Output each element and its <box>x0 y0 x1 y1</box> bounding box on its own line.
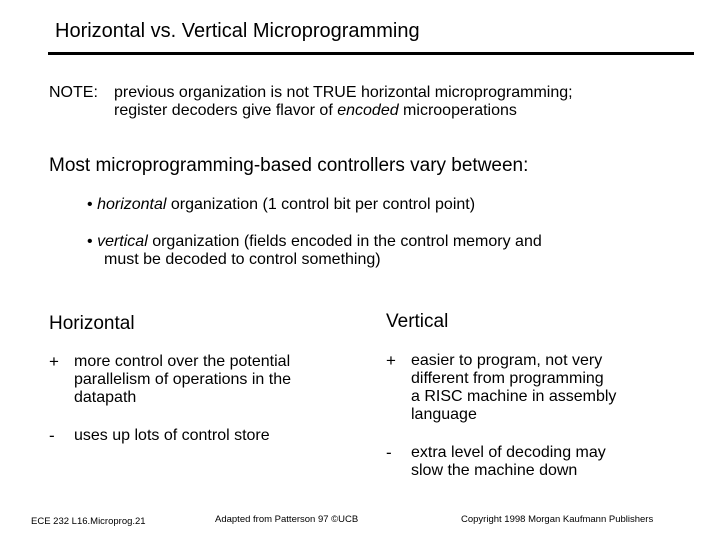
vertical-minus-symbol: - <box>386 443 392 462</box>
footer-copyright: Copyright 1998 Morgan Kaufmann Publishers <box>461 514 654 525</box>
vertical-plus-line: a RISC machine in assembly <box>411 388 617 405</box>
vertical-plus-line: language <box>411 406 477 423</box>
vertical-plus-line: easier to program, not very <box>411 352 603 369</box>
bullet-dot: • <box>87 233 93 250</box>
horizontal-minus-line: uses up lots of control store <box>74 427 270 444</box>
vertical-heading: Vertical <box>386 311 449 332</box>
note-label: NOTE: <box>49 84 98 101</box>
vertical-minus-line: extra level of decoding may <box>411 444 606 461</box>
bullet-horizontal-text: organization (1 control bit per control point) <box>166 196 476 213</box>
intro-text: Most microprogramming-based controllers vary between: <box>49 155 529 176</box>
bullet-horizontal <box>87 196 475 214</box>
note-line-2-emphasis: encoded <box>337 102 399 119</box>
bullet-vertical-text: organization (fields encoded in the control memory and <box>147 233 542 250</box>
title-underline <box>48 52 694 55</box>
bullet-vertical-continuation: must be decoded to control something) <box>104 251 381 268</box>
horizontal-plus-line: parallelism of operations in the <box>74 371 292 388</box>
vertical-plus-line: different from programming <box>411 370 604 387</box>
vertical-minus-line: slow the machine down <box>411 462 578 479</box>
horizontal-heading: Horizontal <box>49 313 135 334</box>
note-line-2-text: register decoders give flavor of <box>114 102 338 119</box>
horizontal-minus-symbol: - <box>49 426 55 445</box>
slide-title: Horizontal vs. Vertical Microprogramming <box>55 20 420 42</box>
horizontal-plus-line: more control over the potential <box>74 353 291 370</box>
bullet-vertical-emphasis: vertical <box>97 233 148 250</box>
bullet-dot: • <box>87 196 93 213</box>
bullet-vertical <box>87 233 542 251</box>
note-line-2 <box>114 102 517 120</box>
horizontal-plus-symbol: + <box>49 352 59 371</box>
bullet-horizontal-emphasis: horizontal <box>97 196 167 213</box>
vertical-plus-symbol: + <box>386 351 396 370</box>
note-line-1: previous organization is not TRUE horizontal microprogramming; <box>114 84 573 101</box>
footer-course-slide: ECE 232 L16.Microprog.21 <box>31 516 146 527</box>
note-line-2-tail: microoperations <box>398 102 517 119</box>
footer-attribution: Adapted from Patterson 97 ©UCB <box>215 514 359 525</box>
horizontal-plus-line: datapath <box>74 389 137 406</box>
